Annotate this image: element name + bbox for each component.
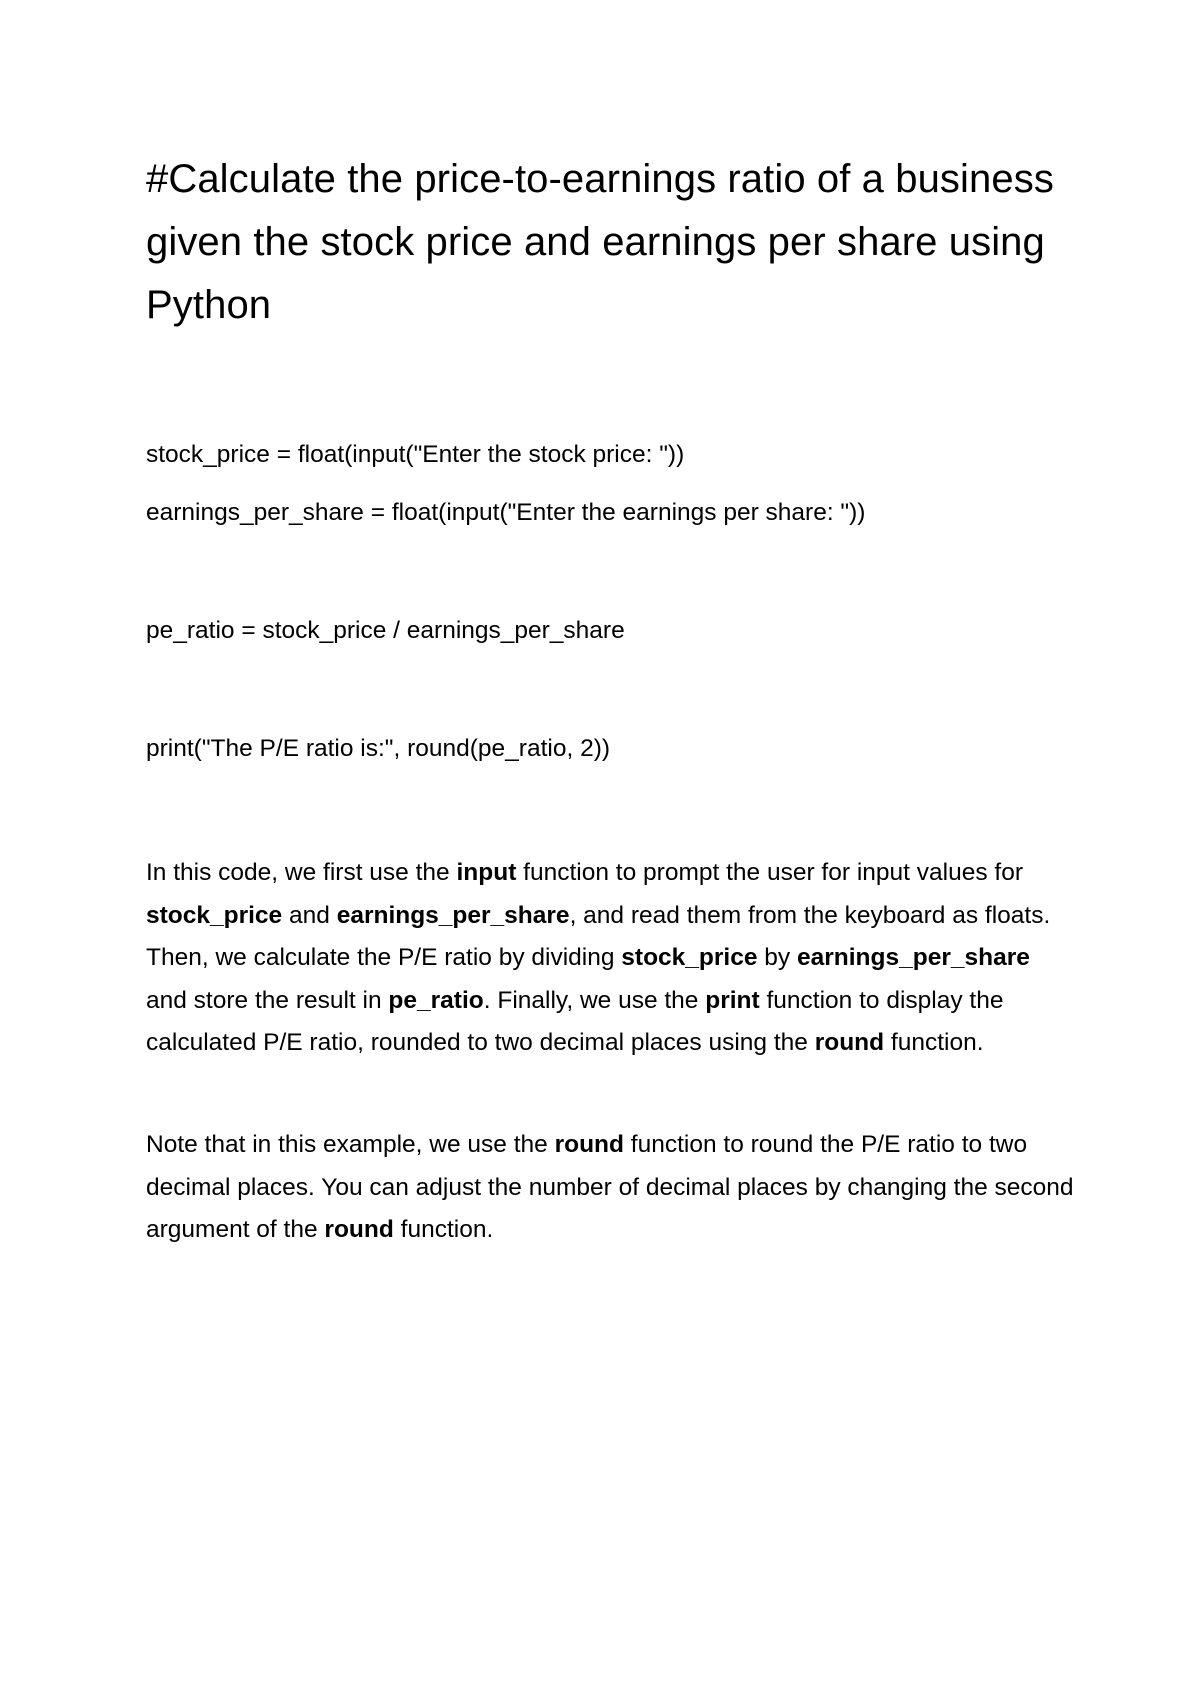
code-line-pe-ratio: pe_ratio = stock_price / earnings_per_share <box>146 617 625 644</box>
bold-term: earnings_per_share <box>336 901 570 929</box>
bold-term: input <box>456 859 517 886</box>
paragraph-text: , and read them from the keyboard as floats. Then, we calculate the P/E ratio by dividing <box>146 901 1051 972</box>
bold-term: round <box>554 1131 624 1158</box>
paragraph-text: In this code, we first use the <box>146 859 457 886</box>
bold-term: stock_price <box>146 901 283 929</box>
paragraph-text: Note that in this example, we use the <box>146 1131 555 1158</box>
bold-term: print <box>705 986 760 1014</box>
explanation-paragraph <box>146 852 1076 1065</box>
paragraph-text: function to display the calculated P/E ratio, rounded to two decimal places using the <box>146 986 1004 1057</box>
note-paragraph <box>146 1124 1076 1252</box>
paragraph-text: . Finally, we use the <box>483 986 706 1014</box>
document-title: #Calculate the price-to-earnings ratio of a business given the stock price and earnings per share using Python <box>146 157 1054 327</box>
code-line-stock-price: stock_price = float(input("Enter the stock price: ")) <box>146 441 685 468</box>
bold-term: earnings_per_share <box>796 944 1030 972</box>
paragraph-text: by <box>757 944 797 972</box>
code-line-print: print("The P/E ratio is:", round(pe_ratio, 2)) <box>146 735 611 762</box>
bold-term: round <box>814 1029 885 1057</box>
paragraph-text: function. <box>393 1216 494 1244</box>
bold-term: pe_ratio <box>388 986 484 1014</box>
bold-term: round <box>324 1216 394 1244</box>
bold-term: stock_price <box>621 944 758 972</box>
code-line-earnings-per-share: earnings_per_share = float(input("Enter the earnings per share: ")) <box>146 499 866 526</box>
paragraph-text: and <box>282 901 337 929</box>
paragraph-text: function to round the P/E ratio to two decimal places. You can adjust the number of decimal places by changing the second argument of the <box>146 1131 1074 1244</box>
paragraph-text: function. <box>884 1029 984 1057</box>
paragraph-text: and store the result in <box>146 986 389 1014</box>
paragraph-text: function to prompt the user for input values for <box>516 859 1023 886</box>
